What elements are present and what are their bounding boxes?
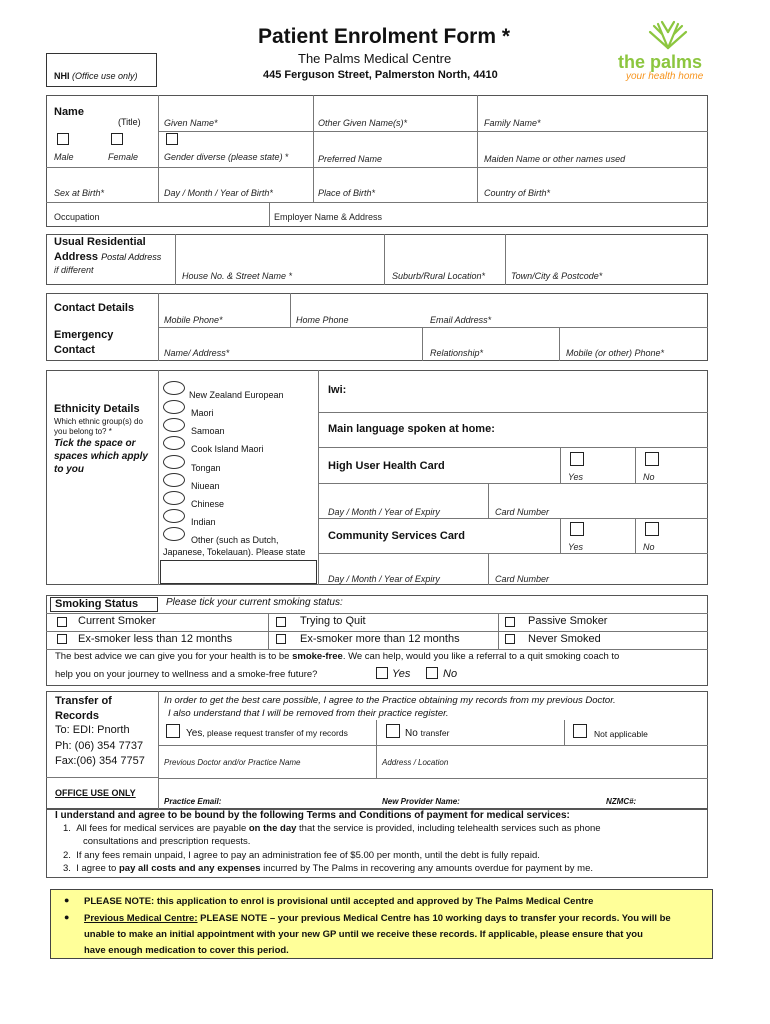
nhi-label: NHI (Office use only) <box>54 71 138 81</box>
transfer-no-label: No transfer <box>405 728 450 739</box>
ethnicity-sub-1: Which ethnic group(s) do <box>54 417 143 426</box>
male-checkbox[interactable] <box>57 133 69 145</box>
address-heading-2: Address Postal Address <box>54 251 162 263</box>
ethnicity-option-label: Cook Island Maori <box>191 444 264 454</box>
passive-smoker-label: Passive Smoker <box>528 615 608 627</box>
ethnicity-option-label: Niuean <box>191 481 220 491</box>
note-previous-centre-2: unable to make an initial appointment with your new GP until we receive these records. If applicable, please ensure that you <box>84 929 643 940</box>
smoke-advice-line-2: help you on your journey to wellness and a smoke-free future? <box>55 669 318 680</box>
bullet-icon: ● <box>64 912 70 922</box>
male-label: Male <box>54 152 74 162</box>
current-smoker-label: Current Smoker <box>78 615 156 627</box>
huhc-yes-checkbox[interactable] <box>570 452 584 466</box>
note-previous-centre-3: have enough medication to cover this period. <box>84 945 289 956</box>
ethnicity-other-label-1: Other (such as Dutch, <box>191 535 279 545</box>
new-provider-label: New Provider Name: <box>382 797 460 806</box>
csc-no-checkbox[interactable] <box>645 522 659 536</box>
terms-item-3: 3. I agree to pay all costs and any expenses incurred by The Palms in recovering any amounts overdue for payment by me. <box>63 863 593 874</box>
practice-address: 445 Ferguson Street, Palmerston North, 4410 <box>263 69 498 81</box>
never-smoked-label: Never Smoked <box>528 633 601 645</box>
ethnicity-other-input[interactable] <box>160 560 317 584</box>
iwi-label: Iwi: <box>328 384 347 396</box>
other-given-label: Other Given Name(s)* <box>318 118 408 128</box>
place-of-birth-label: Place of Birth* <box>318 188 376 198</box>
ethnicity-option-radio[interactable] <box>163 381 185 395</box>
bullet-icon: ● <box>64 895 70 905</box>
maiden-name-label: Maiden Name or other names used <box>484 154 626 164</box>
previous-doctor-label: Previous Doctor and/or Practice Name <box>164 758 301 767</box>
huhc-yes-label: Yes <box>568 472 584 482</box>
logo-name: the palms <box>618 52 703 72</box>
ethnicity-option-radio[interactable] <box>163 418 185 432</box>
ethnicity-option-label: New Zealand European <box>189 390 284 400</box>
current-smoker-checkbox[interactable] <box>57 617 67 627</box>
terms-item-1-cont: consultations and prescription requests. <box>83 836 251 847</box>
referral-yes-label: Yes <box>392 668 411 680</box>
transfer-na-label: Not applicable <box>594 729 648 739</box>
terms-item-1: 1. All fees for medical services are payable on the day that the service is provided, including telehealth services such as phone <box>63 823 601 834</box>
csc-expiry-label: Day / Month / Year of Expiry <box>328 574 440 584</box>
tick-instruction-2: spaces which apply <box>54 451 148 462</box>
name-address-label: Name/ Address* <box>164 348 230 358</box>
csc-yes-checkbox[interactable] <box>570 522 584 536</box>
relationship-label: Relationship* <box>430 348 484 358</box>
transfer-no-checkbox[interactable] <box>386 724 400 738</box>
ethnicity-sub-2: you belong to? * <box>54 427 112 436</box>
town-label: Town/City & Postcode* <box>511 271 603 281</box>
nzmc-label: NZMC#: <box>606 797 637 806</box>
ethnicity-option-label: Tongan <box>191 463 221 473</box>
ethnicity-option-radio[interactable] <box>163 509 185 523</box>
note-provisional: PLEASE NOTE: this application to enrol is provisional until accepted and approved by The Palms Medical Centre <box>84 896 594 907</box>
transfer-heading-2: Records <box>55 710 100 722</box>
logo-tagline: your health home <box>626 71 704 82</box>
ethnicity-other-label-2: Japanese, Tokelauan). Please state <box>163 547 306 557</box>
never-smoked-checkbox[interactable] <box>505 634 515 644</box>
ethnicity-option-radio[interactable] <box>163 491 185 505</box>
huhc-label: High User Health Card <box>328 460 445 472</box>
given-name-label: Given Name* <box>164 118 218 128</box>
transfer-fax: Fax:(06) 354 7757 <box>55 755 145 767</box>
name-heading: Name <box>54 106 84 118</box>
tick-instruction-1: Tick the space or <box>54 438 136 449</box>
if-different-label: if different <box>54 265 94 275</box>
ethnicity-option-label: Maori <box>191 408 214 418</box>
ex-smoker-more-checkbox[interactable] <box>276 634 286 644</box>
ethnicity-option-radio[interactable] <box>163 436 185 450</box>
transfer-yes-label: Yes, please request transfer of my records <box>186 728 348 739</box>
huhc-expiry-label: Day / Month / Year of Expiry <box>328 507 440 517</box>
terms-heading: I understand and agree to be bound by the following Terms and Conditions of payment for medical services: <box>55 810 570 821</box>
ethnicity-option-radio[interactable] <box>163 455 185 469</box>
csc-label: Community Services Card <box>328 530 465 542</box>
female-label: Female <box>108 152 139 162</box>
referral-yes-checkbox[interactable] <box>376 667 388 679</box>
title-label: (Title) <box>118 117 141 127</box>
transfer-phone: Ph: (06) 354 7737 <box>55 740 144 752</box>
ethnicity-heading: Ethnicity Details <box>54 403 140 415</box>
smoking-heading: Smoking Status <box>55 598 139 610</box>
home-phone-label: Home Phone <box>296 315 349 325</box>
ex-smoker-less-checkbox[interactable] <box>57 634 67 644</box>
email-label: Email Address* <box>430 315 492 325</box>
employer-label: Employer Name & Address <box>274 212 383 222</box>
page-title: Patient Enrolment Form * <box>258 25 511 48</box>
smoking-prompt: Please tick your current smoking status: <box>166 597 343 608</box>
transfer-na-checkbox[interactable] <box>573 724 587 738</box>
language-label: Main language spoken at home: <box>328 423 495 435</box>
occupation-label: Occupation <box>54 212 100 222</box>
palm-leaf-icon <box>640 18 696 52</box>
house-street-label: House No. & Street Name * <box>182 271 293 281</box>
ethnicity-option-radio[interactable] <box>163 473 185 487</box>
huhc-no-checkbox[interactable] <box>645 452 659 466</box>
dob-label: Day / Month / Year of Birth* <box>164 188 273 198</box>
transfer-to-edi: To: EDI: Pnorth <box>55 724 130 736</box>
ethnicity-other-radio[interactable] <box>163 527 185 541</box>
address-heading-1: Usual Residential <box>54 236 146 248</box>
ethnicity-option-label: Samoan <box>191 426 225 436</box>
note-previous-centre: Previous Medical Centre: PLEASE NOTE – your previous Medical Centre has 10 working days to transfer your records. You will be <box>84 913 671 924</box>
transfer-yes-checkbox[interactable] <box>166 724 180 738</box>
preferred-name-label: Preferred Name <box>318 154 383 164</box>
ex-smoker-less-label: Ex-smoker less than 12 months <box>78 633 233 645</box>
ethnicity-option-radio[interactable] <box>163 400 185 414</box>
referral-no-label: No <box>443 668 458 680</box>
country-of-birth-label: Country of Birth* <box>484 188 551 198</box>
office-use-only: OFFICE USE ONLY <box>55 788 136 798</box>
ethnicity-option-label: Indian <box>191 517 216 527</box>
ex-smoker-more-label: Ex-smoker more than 12 months <box>300 633 460 645</box>
trying-to-quit-label: Trying to Quit <box>300 615 366 627</box>
csc-yes-label: Yes <box>568 542 584 552</box>
transfer-heading-1: Transfer of <box>55 695 112 707</box>
address-location-label: Address / Location <box>382 758 449 767</box>
mobile-other-label: Mobile (or other) Phone* <box>566 348 665 358</box>
practice-name: The Palms Medical Centre <box>298 51 452 66</box>
csc-card-number-label: Card Number <box>495 574 550 584</box>
suburb-label: Suburb/Rural Location* <box>392 271 486 281</box>
contact-heading: Contact Details <box>54 302 135 314</box>
referral-no-checkbox[interactable] <box>426 667 438 679</box>
transfer-consent-1: In order to get the best care possible, I agree to the Practice obtaining my records from my previous Doctor. <box>164 695 616 706</box>
csc-no-label: No <box>643 542 655 552</box>
ethnicity-option-label: Chinese <box>191 499 225 509</box>
trying-to-quit-checkbox[interactable] <box>276 617 286 627</box>
sex-at-birth-label: Sex at Birth* <box>54 188 105 198</box>
huhc-card-number-label: Card Number <box>495 507 550 517</box>
practice-email-label: Practice Email: <box>164 797 222 806</box>
tick-instruction-3: to you <box>54 464 84 475</box>
emergency-heading-2: Contact <box>54 344 95 356</box>
emergency-heading-1: Emergency <box>54 329 114 341</box>
palms-logo <box>612 18 722 88</box>
terms-item-2: 2. If any fees remain unpaid, I agree to pay an administration fee of $5.00 per month, until the debt is fully repaid. <box>63 850 540 861</box>
passive-smoker-checkbox[interactable] <box>505 617 515 627</box>
family-name-label: Family Name* <box>484 118 541 128</box>
smoke-advice-line-1: The best advice we can give you for your health is to be smoke-free. We can help, would you like a referral to a quit smoking coach to <box>55 651 620 662</box>
gender-diverse-label: Gender diverse (please state) * <box>164 152 289 162</box>
mobile-label: Mobile Phone* <box>164 315 223 325</box>
nhi-box[interactable] <box>46 53 157 87</box>
female-checkbox[interactable] <box>111 133 123 145</box>
huhc-no-label: No <box>643 472 655 482</box>
gender-diverse-checkbox[interactable] <box>166 133 178 145</box>
transfer-consent-2: I also understand that I will be removed from their practice register. <box>168 708 449 719</box>
